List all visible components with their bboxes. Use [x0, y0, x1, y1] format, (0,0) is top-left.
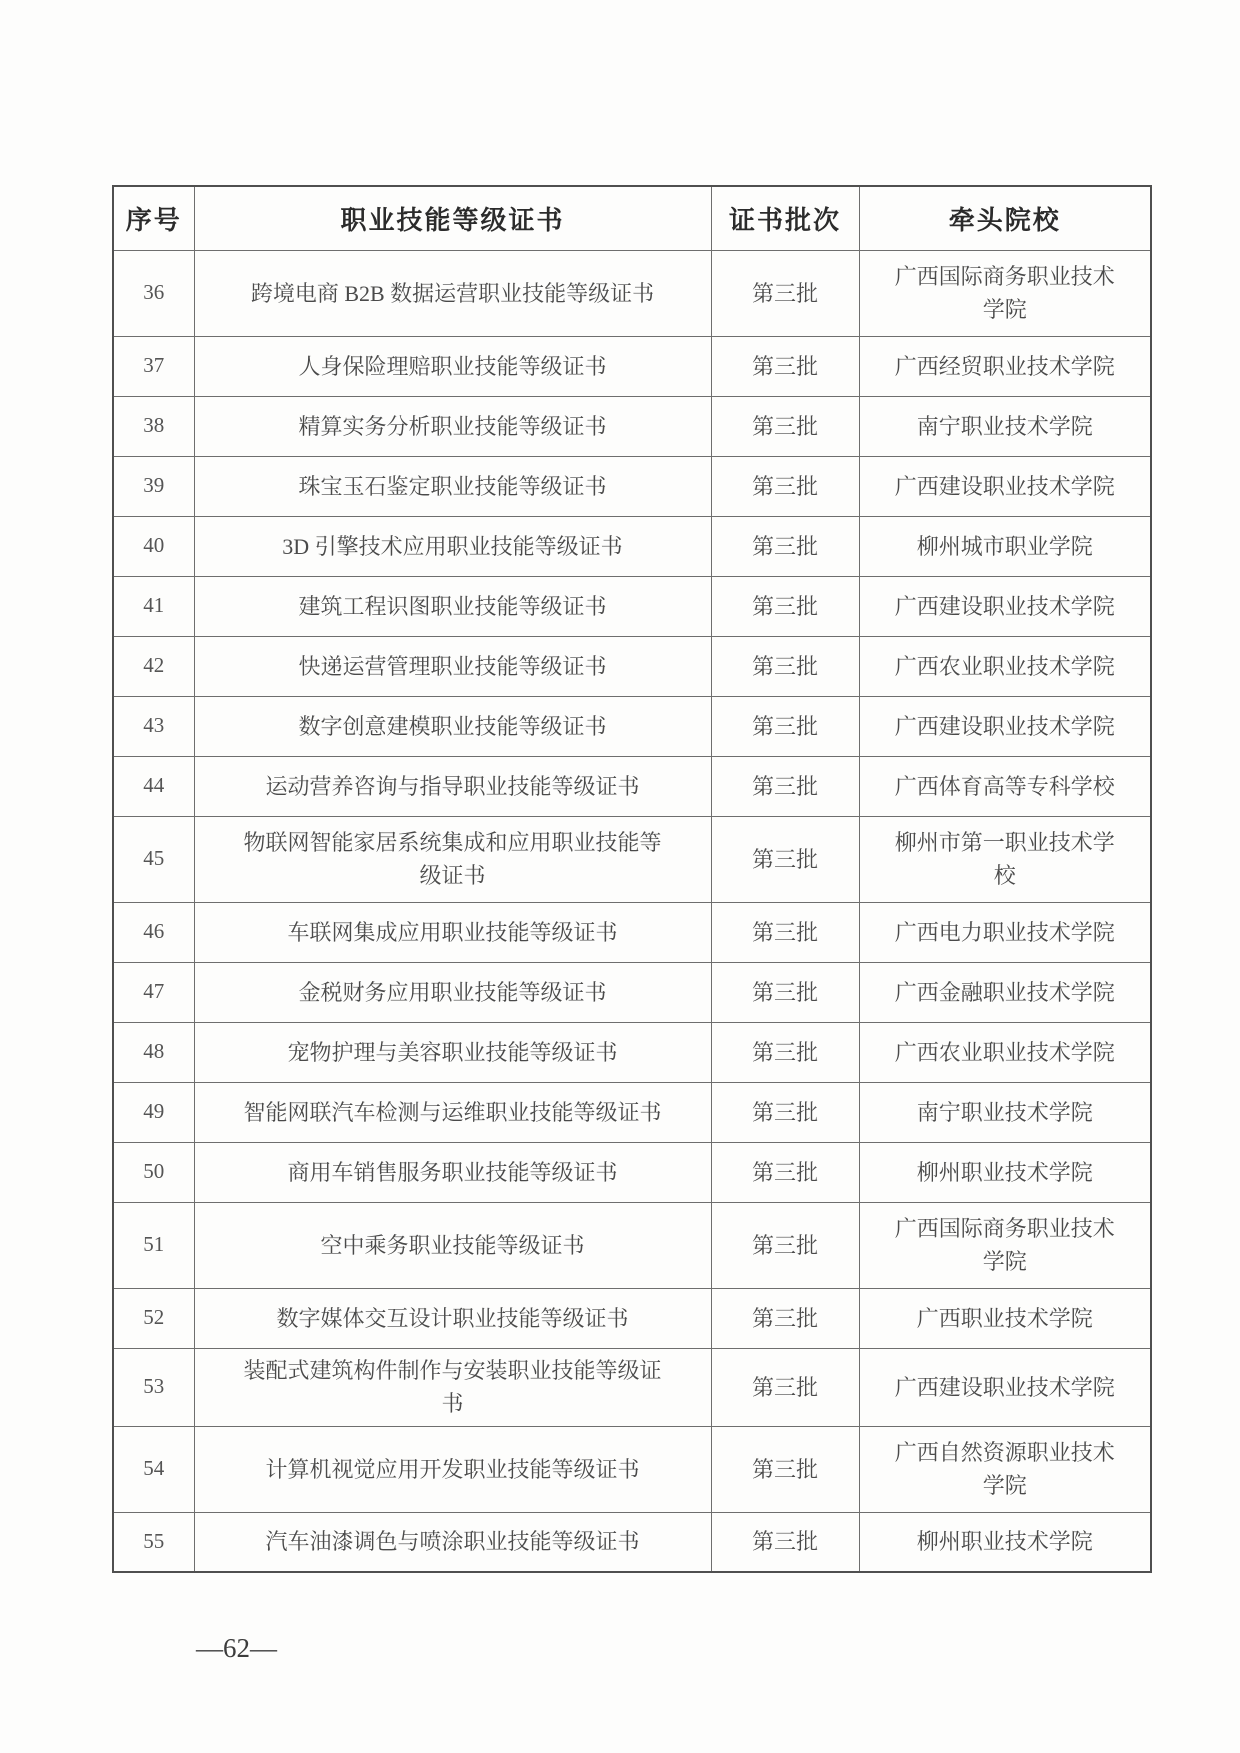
table-row	[113, 1022, 1151, 1082]
cell-school: 柳州市第一职业技术学校	[859, 816, 1151, 902]
cell-no: 37	[113, 336, 194, 396]
cell-batch: 第三批	[711, 1288, 859, 1348]
cell-school: 广西建设职业技术学院	[859, 696, 1151, 756]
column-header-no: 序号	[113, 186, 194, 250]
cell-no: 54	[113, 1426, 194, 1512]
table-row	[113, 902, 1151, 962]
cell-batch: 第三批	[711, 1082, 859, 1142]
cell-batch: 第三批	[711, 336, 859, 396]
cell-no: 55	[113, 1512, 194, 1572]
cell-no: 43	[113, 696, 194, 756]
cell-certificate: 建筑工程识图职业技能等级证书	[194, 576, 711, 636]
column-header-batch: 证书批次	[711, 186, 859, 250]
cell-batch: 第三批	[711, 1348, 859, 1426]
cell-school: 广西职业技术学院	[859, 1288, 1151, 1348]
table-row	[113, 576, 1151, 636]
table-row	[113, 1202, 1151, 1288]
cell-no: 41	[113, 576, 194, 636]
cell-certificate: 数字媒体交互设计职业技能等级证书	[194, 1288, 711, 1348]
cell-school: 广西农业职业技术学院	[859, 1022, 1151, 1082]
cell-certificate: 跨境电商 B2B 数据运营职业技能等级证书	[194, 250, 711, 336]
cell-school: 广西农业职业技术学院	[859, 636, 1151, 696]
cell-school: 柳州职业技术学院	[859, 1142, 1151, 1202]
cell-school: 广西体育高等专科学校	[859, 756, 1151, 816]
table-row	[113, 1348, 1151, 1426]
table-row	[113, 516, 1151, 576]
cell-school: 广西建设职业技术学院	[859, 456, 1151, 516]
cell-school: 南宁职业技术学院	[859, 396, 1151, 456]
cell-certificate: 数字创意建模职业技能等级证书	[194, 696, 711, 756]
table-row	[113, 962, 1151, 1022]
cell-certificate: 物联网智能家居系统集成和应用职业技能等级证书	[194, 816, 711, 902]
cell-school: 广西电力职业技术学院	[859, 902, 1151, 962]
cell-certificate: 人身保险理赔职业技能等级证书	[194, 336, 711, 396]
table-row	[113, 1142, 1151, 1202]
cell-certificate: 精算实务分析职业技能等级证书	[194, 396, 711, 456]
table-row	[113, 816, 1151, 902]
cell-school: 广西经贸职业技术学院	[859, 336, 1151, 396]
cell-certificate: 快递运营管理职业技能等级证书	[194, 636, 711, 696]
cell-batch: 第三批	[711, 962, 859, 1022]
cell-no: 40	[113, 516, 194, 576]
column-header-certificate: 职业技能等级证书	[194, 186, 711, 250]
cell-no: 53	[113, 1348, 194, 1426]
table-row	[113, 756, 1151, 816]
cell-no: 36	[113, 250, 194, 336]
cell-school: 柳州城市职业学院	[859, 516, 1151, 576]
cell-certificate: 装配式建筑构件制作与安装职业技能等级证书	[194, 1348, 711, 1426]
cell-no: 48	[113, 1022, 194, 1082]
cell-batch: 第三批	[711, 816, 859, 902]
cell-no: 44	[113, 756, 194, 816]
certificates-table-header	[113, 186, 1151, 250]
cell-batch: 第三批	[711, 756, 859, 816]
certificates-table	[112, 185, 1152, 1573]
cell-batch: 第三批	[711, 636, 859, 696]
cell-batch: 第三批	[711, 902, 859, 962]
cell-no: 47	[113, 962, 194, 1022]
cell-no: 51	[113, 1202, 194, 1288]
cell-batch: 第三批	[711, 250, 859, 336]
table-row	[113, 336, 1151, 396]
cell-no: 45	[113, 816, 194, 902]
cell-batch: 第三批	[711, 1142, 859, 1202]
column-header-school: 牵头院校	[859, 186, 1151, 250]
cell-school: 广西金融职业技术学院	[859, 962, 1151, 1022]
certificates-table-body	[113, 250, 1151, 1572]
cell-batch: 第三批	[711, 1202, 859, 1288]
table-row	[113, 1512, 1151, 1572]
cell-school: 南宁职业技术学院	[859, 1082, 1151, 1142]
cell-certificate: 车联网集成应用职业技能等级证书	[194, 902, 711, 962]
cell-school: 柳州职业技术学院	[859, 1512, 1151, 1572]
cell-certificate: 空中乘务职业技能等级证书	[194, 1202, 711, 1288]
cell-school: 广西国际商务职业技术学院	[859, 1202, 1151, 1288]
cell-no: 49	[113, 1082, 194, 1142]
table-row	[113, 636, 1151, 696]
table-row	[113, 1426, 1151, 1512]
cell-batch: 第三批	[711, 516, 859, 576]
page-number: —62—	[196, 1633, 277, 1663]
cell-batch: 第三批	[711, 1512, 859, 1572]
table-row	[113, 1288, 1151, 1348]
cell-no: 50	[113, 1142, 194, 1202]
cell-no: 38	[113, 396, 194, 456]
cell-certificate: 金税财务应用职业技能等级证书	[194, 962, 711, 1022]
cell-no: 46	[113, 902, 194, 962]
cell-certificate: 智能网联汽车检测与运维职业技能等级证书	[194, 1082, 711, 1142]
table-row	[113, 250, 1151, 336]
cell-no: 39	[113, 456, 194, 516]
cell-certificate: 计算机视觉应用开发职业技能等级证书	[194, 1426, 711, 1512]
cell-batch: 第三批	[711, 696, 859, 756]
table-row	[113, 396, 1151, 456]
cell-school: 广西建设职业技术学院	[859, 1348, 1151, 1426]
cell-school: 广西国际商务职业技术学院	[859, 250, 1151, 336]
cell-school: 广西建设职业技术学院	[859, 576, 1151, 636]
cell-batch: 第三批	[711, 456, 859, 516]
cell-batch: 第三批	[711, 576, 859, 636]
cell-batch: 第三批	[711, 396, 859, 456]
table-row	[113, 696, 1151, 756]
cell-certificate: 3D 引擎技术应用职业技能等级证书	[194, 516, 711, 576]
cell-certificate: 商用车销售服务职业技能等级证书	[194, 1142, 711, 1202]
cell-certificate: 珠宝玉石鉴定职业技能等级证书	[194, 456, 711, 516]
header-row	[113, 186, 1151, 250]
table-row	[113, 456, 1151, 516]
cell-school: 广西自然资源职业技术学院	[859, 1426, 1151, 1512]
cell-batch: 第三批	[711, 1426, 859, 1512]
cell-no: 42	[113, 636, 194, 696]
cell-certificate: 宠物护理与美容职业技能等级证书	[194, 1022, 711, 1082]
cell-no: 52	[113, 1288, 194, 1348]
table-row	[113, 1082, 1151, 1142]
cell-certificate: 汽车油漆调色与喷涂职业技能等级证书	[194, 1512, 711, 1572]
cell-batch: 第三批	[711, 1022, 859, 1082]
cell-certificate: 运动营养咨询与指导职业技能等级证书	[194, 756, 711, 816]
